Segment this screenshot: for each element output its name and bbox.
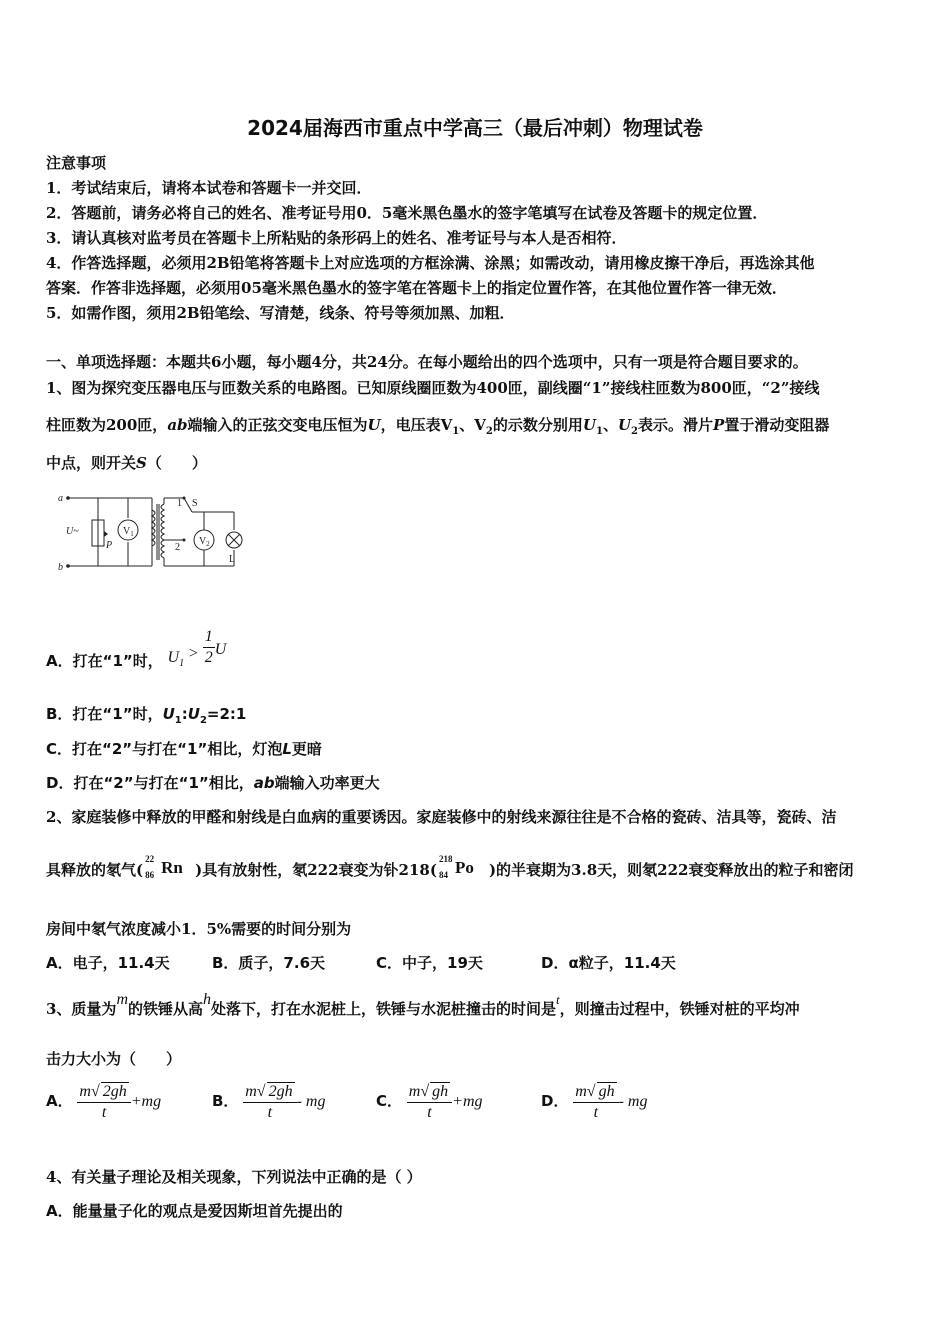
q1-option-c[interactable]: C．打在“2”与打在“1”相比，灯泡L更暗 [46, 740, 322, 758]
q1-option-d[interactable]: D．打在“2”与打在“1”相比，ab端输入功率更大 [46, 774, 380, 792]
q2-stem-line3: 房间中氡气浓度减小1．5%需要的时间分别为 [46, 920, 352, 938]
q1-stem-line1: 1、图为探究变压器电压与匝数关系的电路图。已知原线圈匝数为400匝，副线圈“1”接线柱匝数为800匝，“2”接线 [46, 379, 820, 397]
terminal-a-label: a [58, 493, 63, 504]
q1-stem-line3: 中点，则开关S（ ） [46, 454, 207, 472]
source-label: U~ [66, 526, 79, 537]
section-heading: 一、单项选择题：本题共6小题，每小题4分，共24分。在每小题给出的四个选项中，只有一项是符合题目要求的。 [46, 353, 808, 371]
voltmeter-v1-label: $V_1$ [123, 526, 134, 538]
q3-option-d[interactable]: D． $\frac{m√ gh}{t}$ - mg [541, 1083, 648, 1121]
notice-item: 1．考试结束后，请将本试卷和答题卡一并交回． [46, 179, 372, 197]
q2-stem-line1: 2、家庭装修中释放的甲醛和射线是白血病的重要诱因。家庭装修中的射线来源往往是不合格的瓷砖、洁具等，瓷砖、洁 [46, 808, 837, 826]
q2-option-c[interactable]: C．中子，19天 [376, 954, 483, 972]
q4-option-a[interactable]: A．能量量子化的观点是爱因斯坦首先提出的 [46, 1202, 343, 1220]
q2-option-a[interactable]: A．电子，11.4天 [46, 954, 170, 972]
notice-item: 2．答题前，请务必将自己的姓名、准考证号用0．5毫米黑色墨水的签字笔填写在试卷及答题卡的规定位置． [46, 204, 768, 222]
radon-nuclide: 22 86 Rn [145, 854, 183, 880]
q2-stem-line2: 具释放的氡气( 22 86 Rn )具有放射性，氡222衰变为钋218( 218 84 Po )的半衰期为3.8天，则氡222衰变释放出的粒子和密闭 [46, 858, 853, 884]
polonium-nuclide: 218 84 Po [438, 854, 474, 880]
q1-stem-line2: 柱匝数为200匝，ab端输入的正弦交变电压恒为U，电压表$V_1$、$V_2$的示数分别用$U_1$、$U_2$表示。滑片P置于滑动变阻器 [46, 416, 830, 437]
terminal-2-label: 2 [175, 542, 180, 553]
page-title: 2024届海西市重点中学高三（最后冲刺）物理试卷 [247, 116, 703, 140]
q3-option-a[interactable]: A． $\frac{m√ 2gh}{t}$ +mg [46, 1083, 162, 1121]
q3-stem-line2: 击力大小为（ ） [46, 1050, 182, 1068]
switch-s-label: S [192, 498, 198, 509]
lamp-label: L [229, 554, 236, 565]
q3-option-c[interactable]: C． $\frac{m√ gh}{t}$ +mg [376, 1083, 483, 1121]
notice-item: 3．请认真核对监考员在答题卡上所粘贴的条形码上的姓名、准考证号与本人是否相符． [46, 229, 627, 247]
q4-stem: 4、有关量子理论及相关现象，下列说法中正确的是（ ） [46, 1168, 422, 1186]
q1-option-a[interactable]: A．打在“1”时， $U_1$ > $\frac{1}{2}$ U [46, 628, 227, 670]
q2-option-d[interactable]: D．α粒子，11.4天 [541, 954, 676, 972]
notice-item: 5．如需作图，须用2B铅笔绘、写清楚，线条、符号等须加黑、加粗． [46, 304, 515, 322]
terminal-1-label: 1 [177, 498, 182, 509]
q2-option-b[interactable]: B．质子，7.6天 [212, 954, 326, 972]
voltmeter-v2-label: $V_2$ [199, 536, 210, 548]
q3-stem-line1: 3、质量为m的铁锤从高h处落下，打在水泥桩上，铁锤与水泥桩撞击的时间是t，则撞击过程中，铁锤对桩的平均冲 [46, 991, 800, 1018]
slider-p-label: P [106, 540, 113, 551]
notice-heading: 注意事项 [46, 154, 107, 172]
notice-item: 答案．作答非选择题，必须用05毫米黑色墨水的签字笔在答题卡上的指定位置作答，在其他位置作答一律无效． [46, 279, 787, 297]
terminal-b-label: b [58, 562, 63, 573]
transformer-circuit-diagram [56, 490, 246, 575]
q3-option-b[interactable]: B． $\frac{m√ 2gh}{t}$ - mg [212, 1083, 326, 1121]
q1-option-b[interactable]: B．打在“1”时，$U_1:U_2=2:1$ [46, 705, 247, 726]
notice-item: 4．作答选择题，必须用2B铅笔将答题卡上对应选项的方框涂满、涂黑；如需改动，请用橡皮擦干净后，再选涂其他 [46, 254, 815, 272]
